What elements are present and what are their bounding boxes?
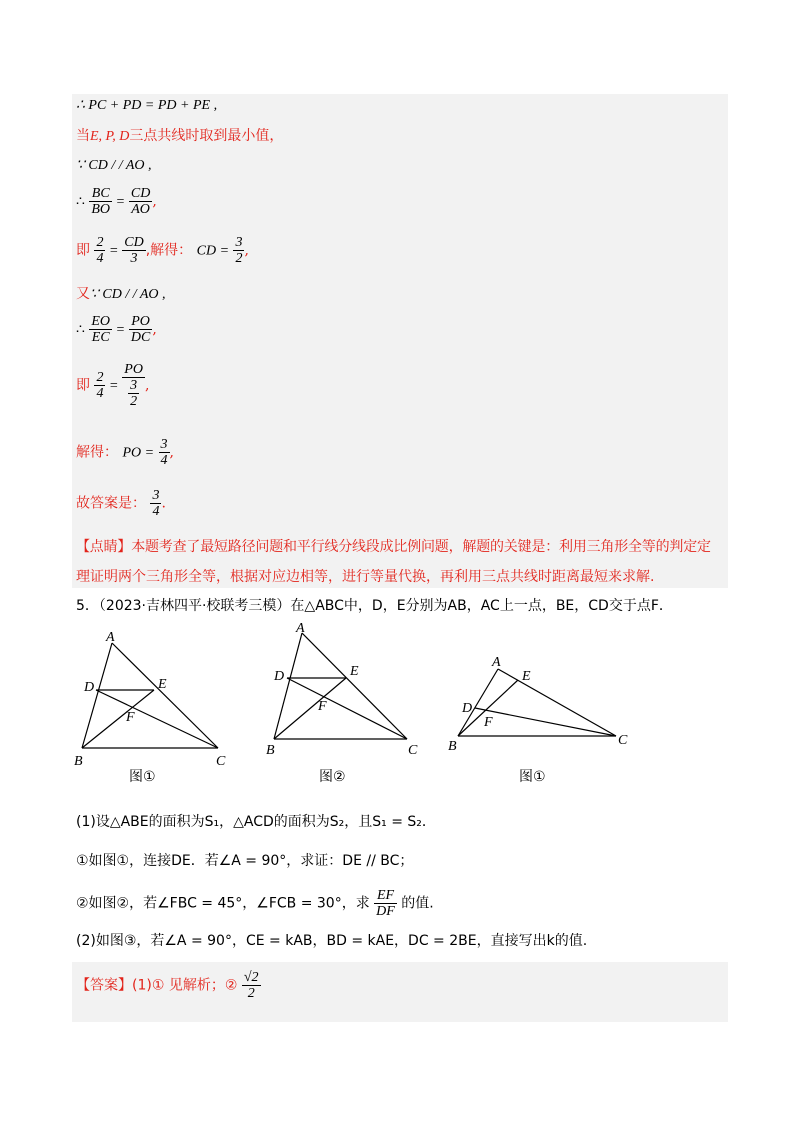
fig2-label-d: D [274, 669, 285, 684]
figure-3-caption: 图① [519, 769, 546, 785]
solution-line-10: 故答案是： $\frac{3}{4}$ . [76, 488, 166, 519]
figure-2 [262, 618, 432, 758]
fig3-label-b: B [448, 739, 457, 750]
question-part-1: (1)设△ABE的面积为S₁，△ACD的面积为S₂，且S₁ = S₂． [76, 814, 436, 830]
solution-line-3: ∵ CD / / AO , [76, 158, 152, 173]
question-header: 5．（2023·吉林四平·校联考三模）在△ABC中，D，E分别为AB，AC上一点，BE，CD交于点F． [76, 598, 673, 614]
question-part-1a: ①如图①，连接DE．若∠A = 90°，求证：DE // BC； [76, 853, 414, 869]
figure-3 [446, 650, 636, 750]
fig3-label-f: F [484, 715, 493, 730]
solution-line-4: ∴ $\frac{BC}{BO}$ = $\frac{CD}{AO}$ , [76, 186, 157, 217]
fig3-label-d: D [462, 701, 473, 716]
answer-line: 【答案】(1)① 见解析；② $\frac{√2}{2}$ [76, 970, 259, 1001]
key-point-note: 【点睛】本题考查了最短路径问题和平行线分线段成比例问题，解题的关键是：利用三角形全等的判定定 理证明两个三角形全等，根据对应边相等，进行等量代换，再利用三点共线时距离最短来求解. [76, 539, 711, 585]
solution-box [72, 94, 728, 588]
solution-line-7: ∴ $\frac{EO}{EC}$ = $\frac{PO}{DC}$ , [76, 314, 157, 345]
fig2-label-b: B [266, 743, 275, 758]
fig3-label-c: C [618, 733, 628, 748]
solution-line-1: ∴ PC + PD = PD + PE , [76, 98, 218, 113]
fig2-label-a: A [296, 621, 305, 636]
fig1-label-a: A [106, 630, 115, 645]
figure-1-caption: 图① [129, 769, 156, 785]
question-part-1b: ②如图②，若∠FBC = 45°，∠FCB = 30°，求 $\frac{EF}{DF}$ 的值. [76, 888, 434, 919]
fig1-label-e: E [158, 677, 167, 692]
fig1-label-c: C [216, 754, 226, 769]
question-part-2: (2)如图③，若∠A = 90°，CE = kAB，BD = kAE，DC = 2BE，直接写出k的值. [76, 933, 588, 949]
fig1-label-f: F [126, 710, 135, 725]
fig3-label-e: E [522, 669, 531, 684]
solution-line-2: 当E, P, D三点共线时取到最小值， [76, 128, 284, 144]
solution-line-8: 即 $\frac{2}{4}$ = $\frac{PO}{\frac{3}{2}}$ , [76, 362, 150, 409]
figure-2-caption: 图② [319, 769, 346, 785]
fig3-label-a: A [492, 655, 501, 670]
figure-1 [70, 625, 250, 770]
solution-line-5: 即 $\frac{2}{4}$ = $\frac{CD}{3}$ ,解得： CD = $\frac{3}{2}$ , [76, 235, 249, 266]
fig2-label-e: E [350, 664, 359, 679]
fig2-label-c: C [408, 743, 418, 758]
fig2-label-f: F [318, 699, 327, 714]
solution-line-6: 又∵ CD / / AO , [76, 286, 166, 302]
fig1-label-d: D [84, 680, 95, 695]
fig1-label-b: B [74, 754, 83, 769]
solution-line-9: 解得： PO = $\frac{3}{4}$ , [76, 437, 174, 468]
